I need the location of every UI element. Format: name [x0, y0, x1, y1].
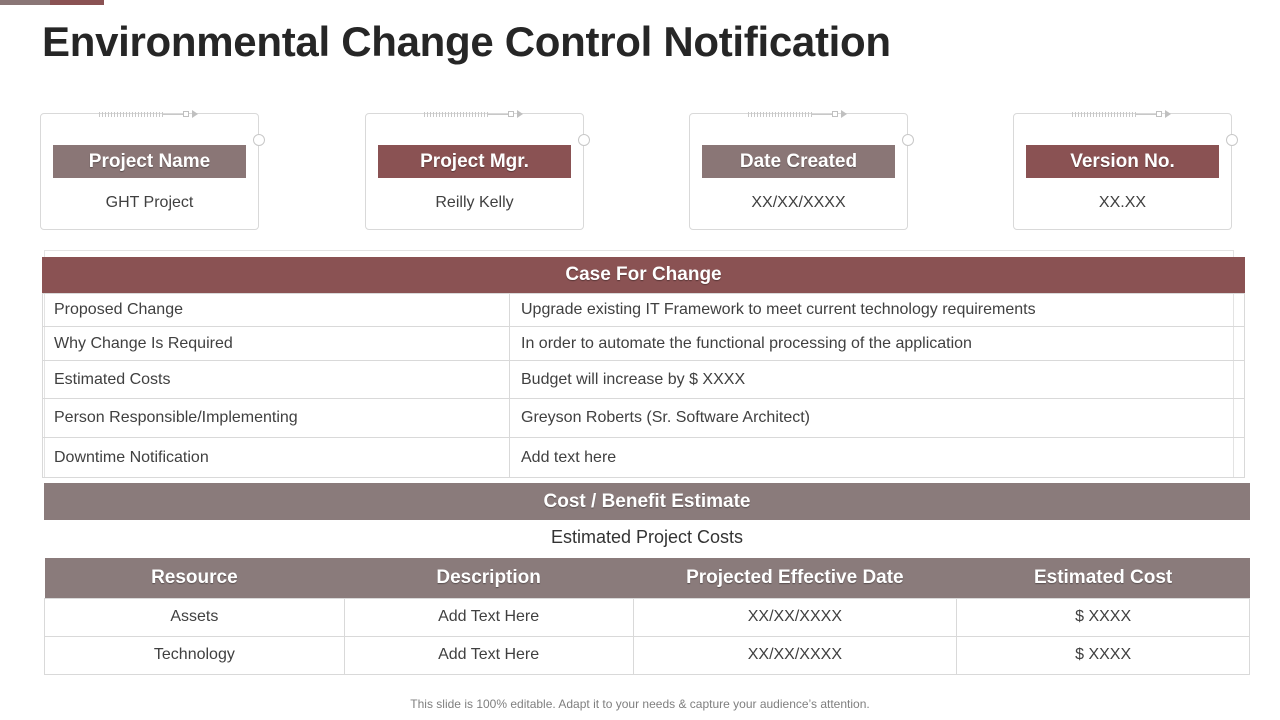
table-header-row — [45, 558, 1250, 598]
corner-accent — [0, 0, 104, 6]
cell-estimated-cost: $ XXXX — [957, 636, 1250, 674]
card-project-mgr — [365, 113, 584, 230]
card-value: Reilly Kelly — [435, 194, 514, 211]
corner-accent-grey — [0, 0, 50, 5]
row-key: Why Change Is Required — [43, 327, 510, 361]
card-circle-ornament — [253, 134, 265, 146]
card-version-no — [1013, 113, 1232, 230]
column-header-estimated-cost: Estimated Cost — [957, 558, 1250, 598]
cell-effective-date: XX/XX/XXXX — [633, 598, 957, 636]
table-row — [45, 598, 1250, 636]
case-for-change-table — [42, 293, 1245, 478]
cost-table — [44, 558, 1250, 675]
row-key: Person Responsible/Implementing — [43, 399, 510, 438]
cell-estimated-cost: $ XXXX — [957, 598, 1250, 636]
card-value: GHT Project — [105, 194, 194, 211]
column-header-description: Description — [344, 558, 633, 598]
table-row — [43, 361, 1245, 399]
cell-description: Add Text Here — [344, 598, 633, 636]
cell-description: Add Text Here — [344, 636, 633, 674]
card-value: XX.XX — [1098, 194, 1147, 211]
table-row — [43, 399, 1245, 438]
page-title: Environmental Change Control Notification — [42, 18, 891, 65]
column-header-effective-date: Projected Effective Date — [633, 558, 957, 598]
card-circle-ornament — [1226, 134, 1238, 146]
card-label: Project Mgr. — [378, 145, 571, 178]
case-for-change-header: Case For Change — [42, 257, 1245, 293]
card-decoration — [1072, 109, 1172, 119]
card-decoration — [99, 109, 199, 119]
row-key: Estimated Costs — [43, 361, 510, 399]
cell-resource: Assets — [45, 598, 345, 636]
card-project-name — [40, 113, 259, 230]
card-label: Date Created — [702, 145, 895, 178]
card-date-created — [689, 113, 908, 230]
row-key: Downtime Notification — [43, 438, 510, 478]
row-value: Budget will increase by $ XXXX — [510, 361, 1245, 399]
card-decoration — [424, 109, 524, 119]
table-row — [43, 294, 1245, 327]
column-header-resource: Resource — [45, 558, 345, 598]
card-circle-ornament — [902, 134, 914, 146]
cell-effective-date: XX/XX/XXXX — [633, 636, 957, 674]
estimated-project-costs-heading: Estimated Project Costs — [550, 527, 744, 547]
footer-note: This slide is 100% editable. Adapt it to your needs & capture your audience’s attention. — [410, 697, 870, 711]
table-row — [43, 327, 1245, 361]
table-row — [45, 636, 1250, 674]
card-decoration — [748, 109, 848, 119]
table-row — [43, 438, 1245, 478]
row-value: In order to automate the functional processing of the application — [510, 327, 1245, 361]
row-key: Proposed Change — [43, 294, 510, 327]
card-circle-ornament — [578, 134, 590, 146]
cost-benefit-header: Cost / Benefit Estimate — [44, 483, 1250, 520]
card-value: XX/XX/XXXX — [751, 194, 846, 211]
row-value: Greyson Roberts (Sr. Software Architect) — [510, 399, 1245, 438]
row-value: Upgrade existing IT Framework to meet current technology requirements — [510, 294, 1245, 327]
card-label: Project Name — [53, 145, 246, 178]
row-value: Add text here — [510, 438, 1245, 478]
corner-accent-maroon — [50, 0, 104, 5]
cell-resource: Technology — [45, 636, 345, 674]
card-label: Version No. — [1026, 145, 1219, 178]
